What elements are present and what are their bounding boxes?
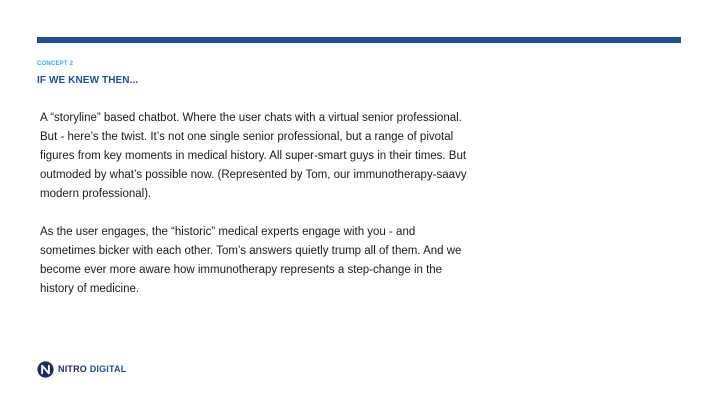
logo-word-nitro: NITRO [58,364,87,374]
concept-label: CONCEPT 2 [37,61,74,67]
logo-word-digital: DIGITAL [89,364,127,374]
nitro-n-icon [37,361,54,378]
body-paragraph-1: A “storyline” based chatbot. Where the user chats with a virtual senior professional. But - here’s the twist. It’s not one single senior professional, but a range of pivotal figures from key moments in medical history. All super-smart guys in their times. But outmoded by what’s possible now. (Represented by Tom, our immunotherapy-saavy modern professional). [40,112,467,200]
body-paragraph-2: As the user engages, the “historic” medical experts engage with you - and sometimes bicker with each other. Tom’s answers quietly trump all of them. And we become ever more aware how immunotherapy represents a step-change in the history of medicine. [40,226,462,295]
top-accent-bar [37,37,681,43]
nitro-digital-logo [37,359,126,379]
slide-title: IF WE KNEW THEN... [37,75,139,86]
logo-wordmark [58,364,126,374]
